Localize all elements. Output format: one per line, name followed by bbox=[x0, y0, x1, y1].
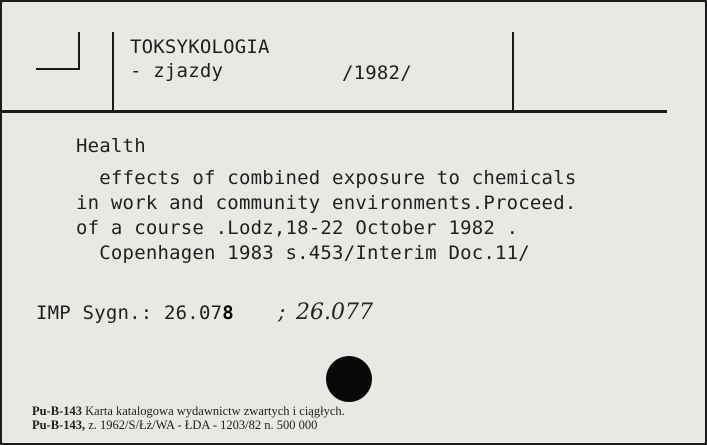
footer-line-1 bbox=[32, 404, 345, 418]
footer-text-2: z. 1962/S/Łż/WA - ŁDA - 1203/82 n. 500 000 bbox=[88, 418, 318, 432]
signature-typed bbox=[36, 302, 234, 325]
footer-code-1: Pu-B-143 bbox=[32, 404, 82, 418]
entry-line-3: in work and community environments.Proceed. bbox=[76, 192, 577, 214]
top-left-corner-mark-horizontal bbox=[36, 68, 80, 70]
signature-separator: ; bbox=[278, 300, 286, 325]
top-left-corner-mark-vertical bbox=[78, 32, 80, 70]
header-underline bbox=[2, 110, 667, 113]
entry-line-1: Health bbox=[76, 135, 146, 157]
entry-line-5: Copenhagen 1983 s.453/Interim Doc.11/ bbox=[76, 242, 530, 264]
subject-subdivision: - zjazdy bbox=[130, 60, 224, 82]
footer-line-2 bbox=[32, 418, 317, 432]
header-right-divider bbox=[512, 32, 514, 112]
subject-year: /1982/ bbox=[342, 62, 412, 84]
entry-line-2: effects of combined exposure to chemicals bbox=[76, 167, 577, 189]
footer-code-2: Pu-B-143, bbox=[32, 418, 86, 432]
signature-handwritten: 26.077 bbox=[296, 300, 373, 325]
signature-overstrike: 8 bbox=[222, 302, 234, 324]
subject-heading: TOKSYKOLOGIA bbox=[130, 36, 270, 58]
header-left-divider bbox=[112, 32, 114, 112]
punch-hole bbox=[326, 356, 372, 402]
footer-text-1: Karta katalogowa wydawnictw zwartych i ciągłych. bbox=[85, 404, 345, 418]
signature-number: IMP Sygn.: 26.07 bbox=[36, 302, 223, 324]
entry-line-4: of a course .Lodz,18-22 October 1982 . bbox=[76, 217, 519, 239]
